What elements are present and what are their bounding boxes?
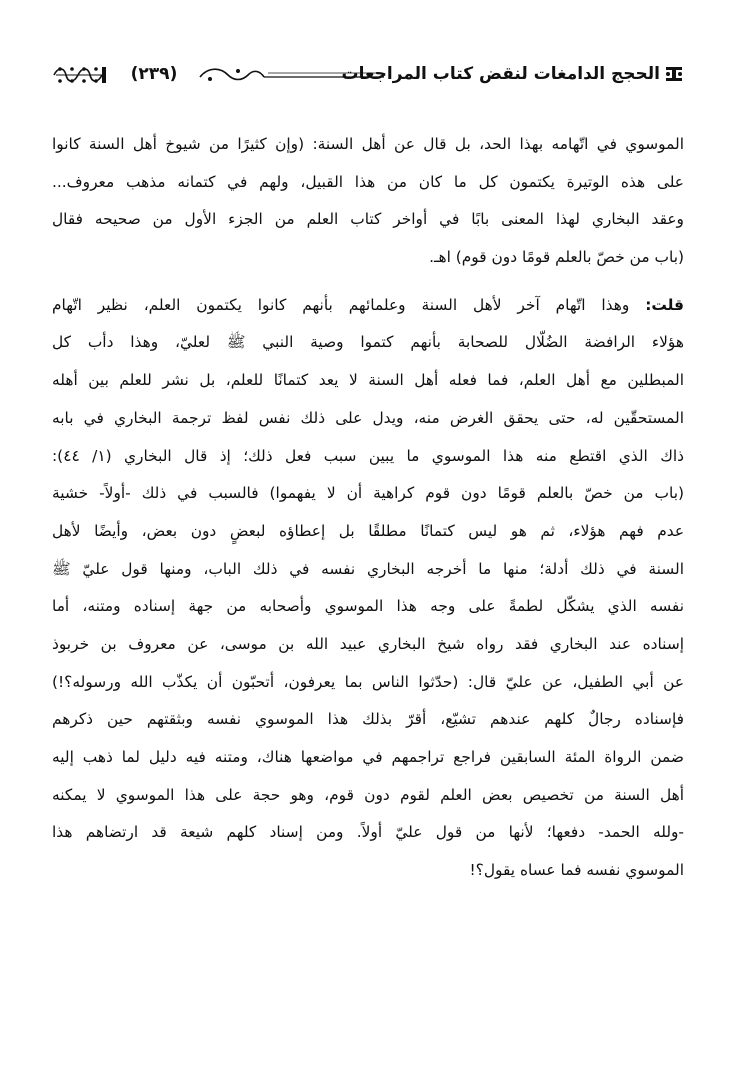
text-line: (باب من خصّ بالعلم قومًا دون قوم) اهـ. (429, 248, 684, 267)
ornament-icon (52, 63, 108, 87)
text-line: عدم فهم هؤلاء، ثم هو ليس كتمانًا مطلقًا بل إعطاؤه لبعضٍ دون بعض، وأيضًا لأهل (52, 521, 684, 540)
page-header (52, 58, 684, 92)
text-line: هؤلاء الرافضة الضُلّال للصحابة بأنهم كتموا وصية النبي ﷺ لعليّ، وهذا دأب كل (52, 333, 684, 352)
text-line: ذاك الذي اقتطع منه هذا الموسوي ما يبين سبب فعل ذلك؛ إذ قال البخاري (١/ ٤٤): (52, 446, 684, 465)
text-line (52, 287, 684, 325)
ornament-icon (664, 64, 684, 84)
text-line: على هذه الوتيرة يكتمون كل ما كان من هذا القبيل، ولهم في كتمانه مذهب معروف... (52, 172, 684, 191)
text-line: الموسوي في اتّهامه بهذا الحد، بل قال عن أهل السنة: (وإن كثيرًا من شيوخ أهل السنة كانوا (52, 135, 684, 153)
text-line: السنة في ذلك أدلة؛ منها ما أخرجه البخاري نفسه في ذلك الباب، ومنها قول عليّ ﷺ (52, 559, 684, 578)
page-number: (٢٣٩) (130, 64, 178, 84)
running-title: الحجج الدامغات لنقض كتاب المراجعات (341, 64, 660, 84)
text-line: المبطلين مع أهل العلم، فما فعله أهل السنة لا يعد كتمانًا للعلم، بل نشر للعلم بين أهله (52, 371, 684, 390)
text-line-content: وهذا اتّهام آخر لأهل السنة وعلمائهم بأنهم كانوا يكتمون العلم، نظير اتّهام (52, 295, 646, 314)
text-line: المستحقّين له، حتى يحقق الغرض منه، ويدل على ذلك نفس لفظ ترجمة البخاري في بابه (52, 408, 684, 427)
text-line: (باب من خصّ بالعلم قومًا دون قوم كراهية أن لا يفهموا) فالسبب في ذلك -أولاً- خشية (52, 484, 684, 503)
text-line: فإسناده رجالٌ كلهم عندهم تشيّع، أقرّ بذلك هذا الموسوي نفسه وبثقتهم حين ذكرهم (52, 710, 684, 729)
text-line: نفسه الذي يشكّل لطمةً على وجه هذا الموسوي وأصحابه من جهة إسناده ومتنه، أما (52, 597, 684, 616)
text-line: الموسوي نفسه فما عساه يقول؟! (469, 861, 684, 880)
text-line: أهل السنة من تخصيص بعض العلم لقوم دون قوم، وهو حجة على هذا الموسوي لا يمكنه (52, 785, 684, 804)
text-line: وعقد البخاري لهذا المعنى بابًا في أواخر كتاب العلم من الجزء الأول من صحيحه فقال (52, 210, 684, 229)
page-number-value: ٢٣٩ (138, 64, 170, 84)
paragraph (52, 126, 684, 277)
lead-word: قلت: (645, 295, 684, 314)
text-line: -ولله الحمد- دفعها؛ لأنها من قول عليّ أولاً. ومن إسناد كلهم شيعة قد ارتضاهم هذا (52, 823, 684, 842)
main-text (52, 126, 684, 890)
text-line: إسناده عند البخاري فقد رواه شيخ البخاري عبيد الله بن موسى، عن معروف بن خربوذ (52, 634, 684, 653)
text-line: عن أبي الطفيل، عن عليّ قال: (حدّثوا الناس بما يعرفون، أتحبّون أن يكذّب الله ورسوله؟!) (52, 672, 684, 691)
paragraph (52, 287, 684, 890)
text-line: ضمن الرواة المئة السابقين فراجع تراجمهم في مواضعها هناك، ومتنه فيه دليل لما ذهب إليه (52, 748, 684, 766)
